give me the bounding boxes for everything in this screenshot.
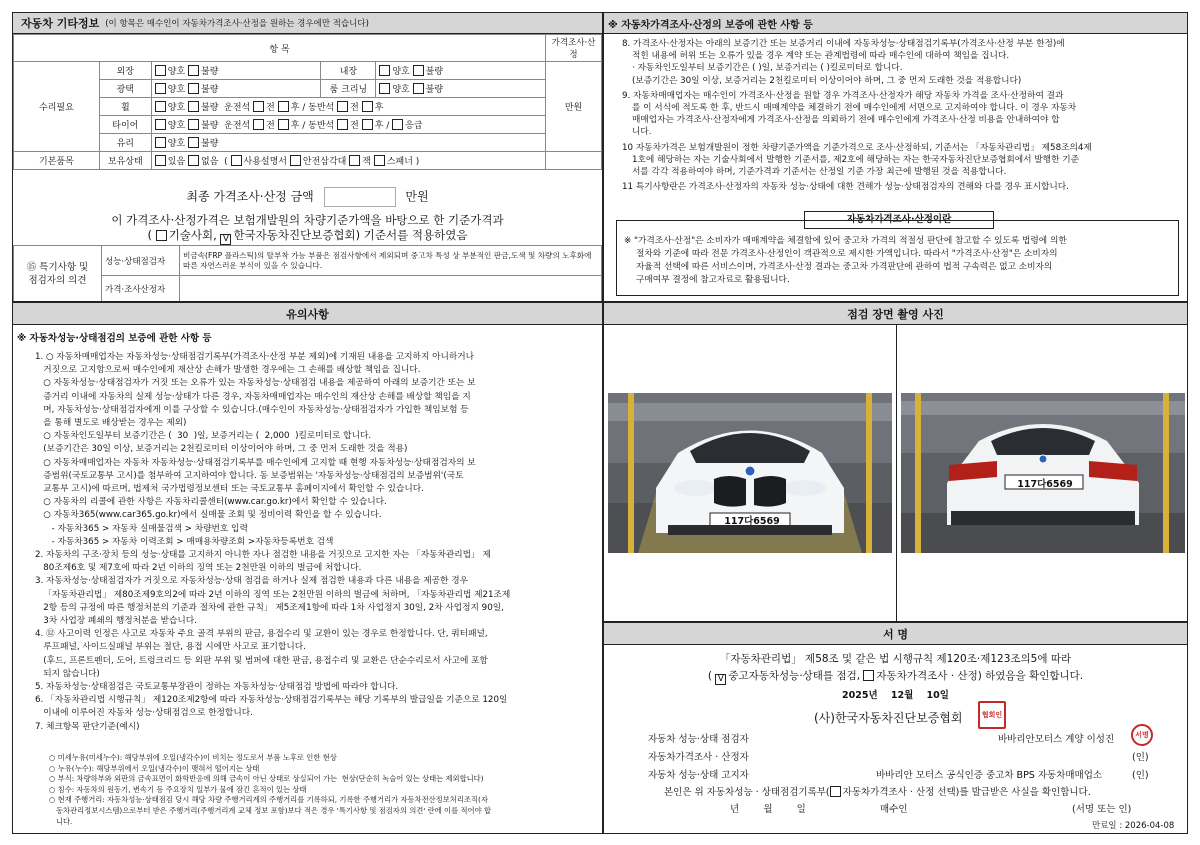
exterior-ok-checkbox[interactable] xyxy=(155,65,166,76)
sign-date-row: 년 월 일 xyxy=(730,804,806,815)
notice-line: 6. 「자동차관리법 시행규칙」 제120조제2항에 따라 자동차성능·상태점검기록부는 해당 기록부의 발급일을 기준으로 120일 xyxy=(35,695,508,706)
def-line: 구매여부 결정에 참고자료로 활용됩니다. xyxy=(636,275,790,285)
tire-driver-rear-checkbox[interactable] xyxy=(278,119,289,130)
sign-buyer-sign: (서명 또는 인) xyxy=(1072,804,1132,815)
p8-line: 적힌 내용에 허위 또는 오류가 있을 경우 계약 또는 관계법령에 따라 매수인에 대하여 책임을 집니다. xyxy=(632,51,1010,62)
sign-r2-label: 자동차가격조사 · 산정자 xyxy=(648,752,749,763)
wheel-bad-checkbox[interactable] xyxy=(188,101,199,112)
label-ok: 양호 xyxy=(392,67,410,77)
label-rear: 후 / xyxy=(374,121,390,131)
label-bad: 불량 xyxy=(201,67,219,77)
label-bad: 불량 xyxy=(201,139,219,149)
jack-checkbox[interactable] xyxy=(349,155,360,166)
p11: 11 특기사항란은 가격조사·산정자의 자동차 성능·상태에 대한 견해가 성능·상태점검자의 견해와 다를 경우 표시합니다. xyxy=(622,182,1069,193)
label-rear-passenger: 후 / 동반석 xyxy=(290,121,335,131)
notice-line: - 자동차365 > 자동차 이력조회 > 매매용차량조회 >자동차등록번호 검색 xyxy=(35,536,334,547)
tire-pass-rear-checkbox[interactable] xyxy=(362,119,373,130)
basis-open-paren: ( xyxy=(147,228,153,242)
col-item-header: 항 목 xyxy=(14,35,546,62)
basis-line2 xyxy=(13,227,602,245)
sign-line1: 「자동차관리법」 제58조 및 같은 법 시행규칙 제120조·제123조의5에 따라 xyxy=(719,653,1072,665)
sign-line2-a: 중고자동차성능·상태를 점검, xyxy=(728,670,861,682)
label-none: 없음 xyxy=(201,157,219,167)
sign-org: (사)한국자동차진단보증협회 xyxy=(814,711,963,725)
confirm-b: 자동차가격조사 · 산정 선택)를 발급받은 사실을 확인합니다. xyxy=(842,787,1091,798)
row-room-cleaning: 룸 크리닝 xyxy=(321,80,376,98)
label-jack: 잭 xyxy=(362,157,371,167)
p9-line: 니다. xyxy=(632,127,652,138)
photos-panel xyxy=(603,302,1188,622)
notice-line: 거짓으로 고지함으로써 매수인에게 재산상 손해가 발생한 경우에는 그 손해를 배상할 책임을 집니다. xyxy=(35,365,421,376)
basis-opt2: 한국자동차진단보증협회) 기준서를 적용하였음 xyxy=(233,228,468,242)
etc-subtitle: (이 항목은 매수인이 자동차가격조사·산정을 원하는 경우에만 적습니다) xyxy=(105,19,369,29)
label-bad: 불량 xyxy=(425,85,444,95)
p9-line: 매매업자는 가격조사·산정자에게 가격조사·산정을 의뢰하기 전에 매수인에게 가격조사·산정 비용을 안내하여야 합 xyxy=(632,115,1060,126)
label-rear: 후 xyxy=(374,103,384,113)
sign-r2-mark: (인) xyxy=(1132,752,1149,763)
notice-line: 「자동차관리법」 제80조제9호의2에 따라 2년 이하의 징역 또는 2천만원 이하의 벌금에 처하며, 「자동차관리법 제21조제 xyxy=(35,589,511,600)
sign-day: 10일 xyxy=(926,690,949,701)
notice-line: 1. ○ 자동차매매업자는 자동차성능·상태점검기록부(가격조사·산정 부분 제외)에 기재된 내용을 고지하지 아니하거나 xyxy=(35,352,475,362)
sign-check-price[interactable] xyxy=(863,670,874,681)
warranty-title: ※ 자동차가격조사·산정의 보증에 관한 사항 등 xyxy=(604,13,1187,34)
label-bad: 불량 xyxy=(201,103,219,113)
price-warranty-panel xyxy=(603,12,1188,302)
p9-line: 9. 자동차매매업자는 매수인이 가격조사·산정을 원할 경우 가격조사·산정자가 해당 자동차 가격을 조사·산정하여 결과 xyxy=(622,90,1064,101)
sign-header: 서 명 xyxy=(604,623,1187,645)
glass-bad-checkbox[interactable] xyxy=(188,137,199,148)
special-label-2: 점검자의 의견 xyxy=(28,274,87,286)
notice-line: ○ 자동차매매업자는 자동차 자동차성능·상태점검기록부를 매수인에게 고지할 때 현행 자동차성능·상태점검자의 보 xyxy=(35,457,476,468)
glass-options xyxy=(151,134,545,152)
wheel-options xyxy=(151,98,545,116)
photo-divider xyxy=(896,325,897,622)
sign-line2-b: 자동차가격조사 · 산정) 하였음을 확인합니다. xyxy=(876,670,1084,682)
notice-line: 증거리 이내에 자동차의 실제 성능·상태가 다른 경우, 자동차매매업자는 매수인의 재산상 손해를 배상할 책임을 지 xyxy=(35,391,471,402)
tire-emergency-checkbox[interactable] xyxy=(392,119,403,130)
tire-pass-front-checkbox[interactable] xyxy=(337,119,348,130)
notice-line: ○ 자동차인도일부터 보증기간은 ( 30 )일, 보증거리는 ( 2,000 )킬로미터로 합니다. xyxy=(35,431,372,442)
final-price-input[interactable] xyxy=(324,187,396,207)
label-ok: 양호 xyxy=(167,103,186,113)
glass-ok-checkbox[interactable] xyxy=(155,137,166,148)
price-checker-label: 가격·조사산정자 xyxy=(102,276,180,302)
notice-line: ○ 자동차365(www.car365.go.kr)에서 실매물 조회 및 정비이력 확인을 할 수 있습니다. xyxy=(35,510,382,521)
confirm-price-checkbox[interactable] xyxy=(830,786,841,797)
triangle-checkbox[interactable] xyxy=(290,155,301,166)
sign-date xyxy=(604,687,1187,701)
notice-small-line: 니다. xyxy=(49,816,73,826)
photos-header: 점검 장면 촬영 사진 xyxy=(604,303,1187,325)
notice-line: 을 통해 별도로 배상받는 경우는 제외) xyxy=(35,418,187,429)
signature-panel xyxy=(603,622,1188,834)
label-driver: 운전석 xyxy=(224,121,251,131)
label-rear-passenger: 후 / 동반석 xyxy=(290,103,335,113)
notice-line: 7. 체크항목 판단기준(예시) xyxy=(35,721,140,732)
association-seal-icon: 협회인 xyxy=(978,701,1006,729)
front-plate: 117다6569 xyxy=(724,516,780,527)
notice-line: 증범위(국토교통부 고시)를 첨부하여 고지하여야 합니다. 동 보증범위는 '자동차성능·상태점검의 보증범위'(국토 xyxy=(35,470,464,481)
notice-line: - 자동차365 > 자동차 실매물검색 > 차량번호 입력 xyxy=(35,523,248,534)
wheel-driver-front-checkbox[interactable] xyxy=(253,101,264,112)
rear-car-svg xyxy=(901,393,1185,553)
sign-buyer: 매수인 xyxy=(880,804,908,815)
special-table xyxy=(13,245,602,302)
notice-line: 80조제6호 및 제7호에 따라 2년 이하의 징역 또는 2천만원 이하의 벌금에 처합니다. xyxy=(35,563,362,574)
p10-line: 10 자동차가격은 보험개발원이 정한 차량기준가액을 기준가격으로 조사·산정하되, 기준서는 「자동차관리법」 제58조의4제 xyxy=(622,142,1092,153)
p10 xyxy=(622,142,1182,179)
notice-line: 3차 사업장 폐쇄의 행정처분을 받습니다. xyxy=(35,616,197,627)
sign-r1-label: 자동차 성능·상태 점검자 xyxy=(648,734,749,745)
notice-title: ※ 자동차성능·상태점검의 보증에 관한 사항 등 xyxy=(17,333,212,344)
notice-header: 유의사항 xyxy=(13,303,602,325)
interior-bad-checkbox[interactable] xyxy=(413,65,424,76)
col-price-header: 가격조사·산정 xyxy=(546,35,602,62)
label-spanner: 스패너 xyxy=(386,157,413,167)
interior-ok-checkbox[interactable] xyxy=(379,65,390,76)
notice-line: 교통부 고시)에 따르며, 법제처 국가법령정보센터 또는 국토교통부 홈페이지에서 확인할 수 있습니다. xyxy=(35,484,424,495)
vehicle-etc-info-panel xyxy=(12,12,603,302)
room-bad-checkbox[interactable] xyxy=(413,83,424,94)
tire-ok-checkbox[interactable] xyxy=(155,119,166,130)
p8-line: 8. 가격조사·산정자는 아래의 보증기간 또는 보증거리 이내에 자동차성능·상태점검기록부(가격조사·산정 부분 한정)에 xyxy=(622,39,1065,49)
final-price-row xyxy=(13,187,602,207)
label-front: 전 xyxy=(266,103,275,113)
notice-line: 되지 않습니다) xyxy=(35,668,100,679)
sign-r3-mark: (인) xyxy=(1132,770,1149,781)
notice-line: ○ 자동차의 리콜에 관한 사항은 자동차리콜센터(www.car.go.kr)에서 확인할 수 있습니다. xyxy=(35,497,387,508)
row-exterior: 외장 xyxy=(99,62,151,80)
perf-checker-note: 비금속(FRP 플라스틱)의 탈부착 가능 부품은 점검사항에서 제외되며 중고차 특성 상 부분적인 판금,도색 및 차량의 노후화에 따른 자연스러운 부식이 있을 수 있습니다. xyxy=(180,246,602,276)
warranty-body xyxy=(622,38,1182,193)
p9 xyxy=(622,90,1182,139)
rear-plate: 117다6569 xyxy=(1017,479,1073,490)
notice-body xyxy=(35,351,601,734)
notice-small-line: ○ 현재 주행거리: 자동차성능·상태점검 당시 해당 차량 주행거리계의 주행거리를 기록하되, 기록한 주행거리가 자동차전산정보처리조직(자 xyxy=(49,795,488,805)
basic-price-cell xyxy=(546,152,602,170)
label-have: 있음 xyxy=(167,157,186,167)
p8-line: (보증기간은 30일 이상, 보증거리는 2천킬로미터 이상이어야 하며, 그 중 먼저 도래한 것을 적용합니다) xyxy=(632,75,1022,86)
price-unit: 만원 xyxy=(546,62,602,152)
label-front: 전 xyxy=(266,121,275,131)
repair-label: 수리필요 xyxy=(14,62,100,152)
wheel-pass-front-checkbox[interactable] xyxy=(337,101,348,112)
label-ok: 양호 xyxy=(392,85,410,95)
basis-kadiwa-checkbox[interactable]: V xyxy=(220,234,231,245)
tire-options xyxy=(151,116,545,134)
interior-options xyxy=(376,62,546,80)
basic-none-checkbox[interactable] xyxy=(188,155,199,166)
def-line: 절차와 기준에 따라 전문 가격조사·산정인이 객관적으로 제시한 가액입니다. 따라서 "가격조사·산정"은 소비자의 xyxy=(636,249,1058,259)
notice-line: (후드, 프론트펜더, 도어, 트렁크리드 등 외판 부위 및 범퍼에 대한 판금, 용접수리 및 교환은 단순수리로서 사고에 포함 xyxy=(35,655,488,666)
label-emergency: 응급 xyxy=(405,121,423,131)
basic-status-label: 보유상태 xyxy=(99,152,151,170)
p10-line: 서를 각각 적용하여야 하며, 기준가격과 기준서는 산정일 기준 가장 최근에 발행된 것을 적용합니다. xyxy=(632,167,1007,178)
label-ok: 양호 xyxy=(167,121,186,131)
notice-line: 며, 자동차성능·상태점검자에게 이를 구상할 수 있습니다.(매수인이 자동차성능·상태점검자가 가입한 책임보험 등 xyxy=(35,404,469,415)
p9-line: 를 이 서식에 적도록 한 후, 반드시 매매계약을 체결하기 전에 매수인에게 서면으로 고지하여야 합니다. 이 경우 자동차 xyxy=(632,103,1077,114)
confirm-a: 본인은 위 자동차성능 · 상태점검기록부( xyxy=(664,787,830,798)
etc-title: 자동차 기타정보 xyxy=(21,17,100,30)
sign-expiry: 만료일 : 2026-04-08 xyxy=(1092,821,1175,831)
notice-small-line: ○ 침수: 자동차의 원동기, 변속기 등 주요장치 일부가 물에 잠긴 흔적이 있는 상태 xyxy=(49,784,307,794)
manual-checkbox[interactable] xyxy=(231,155,242,166)
notice-line: 5. 자동차성능·상태점검은 국토교통부장관이 정하는 자동차성능·상태점검 방법에 따라야 합니다. xyxy=(35,682,399,693)
front-car-svg xyxy=(608,393,892,553)
sign-year: 2025년 xyxy=(842,690,878,701)
notice-small-line: 동차관리정보시스템)으로부터 받은 주행거리(주행거리계 교체 정보 포함)보다 적은 경우 '특기사항 및 점검자의 의견' 란에 이를 적어야 합 xyxy=(49,805,491,815)
basis-line1: 이 가격조사·산정가격은 보험개발원의 차량기준가액을 바탕으로 한 기준가격과 xyxy=(111,213,504,227)
p8-line: · 자동차인도일부터 보증기간은 ( )일, 보증거리는 ( )킬로미터로 합니다. xyxy=(632,63,903,74)
gloss-ok-checkbox[interactable] xyxy=(155,83,166,94)
gloss-bad-checkbox[interactable] xyxy=(188,83,199,94)
sign-line2 xyxy=(604,668,1187,685)
notice-line: 4. ⑫ 사고이력 인정은 사고로 자동차 주요 골격 부위의 판금, 용접수리 및 교환이 있는 경우로 한정합니다. 단, 쿼터패널, xyxy=(35,629,488,640)
wheel-pass-rear-checkbox[interactable] xyxy=(362,101,373,112)
sign-confirm xyxy=(664,784,1091,798)
label-bad: 불량 xyxy=(425,67,444,77)
basic-have-checkbox[interactable] xyxy=(155,155,166,166)
tire-driver-front-checkbox[interactable] xyxy=(253,119,264,130)
def-line: 자율적 선택에 따른 서비스이며, 가격조사·산정 결과는 중고차 가격판단에 관하여 법적 구속력은 없고 소비자의 xyxy=(636,262,1053,272)
room-ok-checkbox[interactable] xyxy=(379,83,390,94)
front-car-photo xyxy=(608,393,892,553)
notice-small xyxy=(49,753,601,827)
row-gloss: 광택 xyxy=(99,80,151,98)
p10-line: 1호에 해당하는 자는 기술사회에서 발행한 기준서를, 제2호에 해당하는 자는 한국자동차진단보증협회에서 발행한 기준 xyxy=(632,154,1080,165)
sign-open-paren: ( xyxy=(707,670,712,682)
basic-label: 기본품목 xyxy=(14,152,100,170)
special-label xyxy=(14,246,102,302)
notice-line: 3. 자동차성능·상태점검자가 거짓으로 자동차성능·상태 점검을 하거나 실제 점검한 내용과 다른 내용을 제공한 경우 xyxy=(35,576,468,587)
row-interior: 내장 xyxy=(321,62,376,80)
label-ok: 양호 xyxy=(167,67,186,77)
room-cleaning-options xyxy=(376,80,546,98)
final-price-label: 최종 가격조사·산정 금액 xyxy=(186,189,314,204)
etc-header xyxy=(13,13,602,34)
label-ok: 양호 xyxy=(167,139,186,149)
sign-check-inspect[interactable]: V xyxy=(715,674,726,685)
spanner-checkbox[interactable] xyxy=(374,155,385,166)
definition-body xyxy=(624,235,1174,287)
label-manual: 사용설명서 xyxy=(243,157,287,167)
p8 xyxy=(622,38,1182,87)
notice-small-line: ○ 미세누유(미세누수): 해당부위에 오일(냉각수)이 비치는 정도로서 부품 노후로 인한 현상 xyxy=(49,753,337,762)
label-triangle: 안전삼각대 xyxy=(302,157,347,167)
notice-small-line: ○ 누유(누수): 해당부위에서 오일(냉각수)이 맺혀서 떨어지는 상태 xyxy=(49,763,260,773)
definition-title: 자동차가격조사·산정이란 xyxy=(804,211,994,229)
notice-line: 2. 자동차의 구조·장치 등의 성능·상태를 고지하지 아니한 자나 점검한 내용을 거짓으로 고지한 자는 「자동차관리법」 제 xyxy=(35,550,491,561)
wheel-driver-rear-checkbox[interactable] xyxy=(278,101,289,112)
exterior-options xyxy=(151,62,321,80)
notice-small-line: ○ 부식: 차량하부와 외판의 금속표면이 화학반응에 의해 금속이 아닌 상태로 상실되어 가는 현상(단순히 녹슬어 있는 상태는 제외합니다) xyxy=(49,774,484,784)
notice-line: 루프패널, 사이드실패널 부위는 절단, 용접 시에만 사고로 표기합니다. xyxy=(35,642,306,653)
def-line: ※ "가격조사·산정"은 소비자가 매매계약을 체결함에 있어 중고차 가격의 적절성 판단에 참고할 수 있도록 법령에 의한 xyxy=(624,236,1067,246)
wheel-ok-checkbox[interactable] xyxy=(155,101,166,112)
sign-r3-value: 바바리안 모터스 공식인증 중고차 BPS 자동차매매업소 xyxy=(876,770,1103,781)
price-checker-note xyxy=(180,276,602,302)
notice-panel xyxy=(12,302,603,834)
gloss-options xyxy=(151,80,321,98)
notice-line: ○ 자동차성능·상태점검자가 거짓 또는 오류가 있는 자동차성능·상태점검 내용을 제공하여 아래의 보증기간 또는 보 xyxy=(35,378,476,389)
label-front: 전 xyxy=(350,121,359,131)
tire-bad-checkbox[interactable] xyxy=(188,119,199,130)
sign-r3-label: 자동차 성능·상태 고지자 xyxy=(648,770,749,781)
label-driver: 운전석 xyxy=(224,103,251,113)
notice-line: 이내에 이루어진 자동차 성능·상태점검으로 한정합니다. xyxy=(35,708,253,719)
notice-line: 2항 등의 규정에 따른 행정처분의 기준과 절차에 관한 규칙」 제5조제1항에 따라 1차 사업정지 30일, 2차 사업정지 90일, xyxy=(35,602,504,613)
basis-opt1: 기술사회, xyxy=(168,228,217,242)
label-bad: 불량 xyxy=(201,85,219,95)
label-front: 전 xyxy=(350,103,359,113)
basis-tech-checkbox[interactable] xyxy=(156,230,167,241)
notice-line: (보증기간은 30일 이상, 보증거리는 2천킬로미터 이상이어야 하며, 그 중 먼저 도래한 것을 적용) xyxy=(35,444,408,455)
label-ok: 양호 xyxy=(167,85,186,95)
label-bad: 불량 xyxy=(201,121,219,131)
row-wheel: 휠 xyxy=(99,98,151,116)
sign-r1-value: 바바리안모터스 계양 이성진 xyxy=(998,734,1115,745)
special-label-1: ⑮ 특기사항 및 xyxy=(26,261,89,273)
final-price-unit: 만원 xyxy=(405,189,429,204)
exterior-bad-checkbox[interactable] xyxy=(188,65,199,76)
row-tire: 타이어 xyxy=(99,116,151,134)
inspector-signature-icon: 서명 xyxy=(1131,724,1153,746)
sign-month: 12월 xyxy=(890,690,914,701)
etc-table xyxy=(13,34,602,170)
row-glass: 유리 xyxy=(99,134,151,152)
basic-options: 있음 없음 ( 사용설명서 안전삼각대 잭 스패너 ) xyxy=(151,152,545,170)
perf-checker-label: 성능·상태점검자 xyxy=(102,246,180,276)
rear-car-photo xyxy=(901,393,1185,553)
